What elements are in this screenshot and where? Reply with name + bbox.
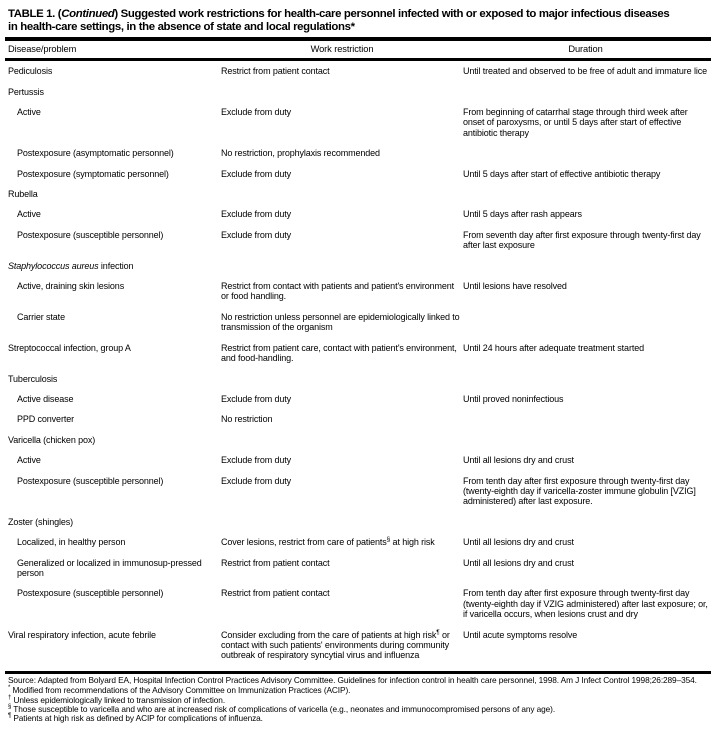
footnote (8, 714, 708, 723)
footnote-symbol: ¶ (8, 713, 12, 720)
disease-cell: Postexposure (susceptible personnel) (17, 475, 164, 486)
disease-cell: PPD converter (17, 414, 74, 425)
table-row (8, 537, 708, 547)
disease-cell: Staphylococcus aureus infection (8, 260, 134, 271)
duration-cell (463, 87, 708, 97)
duration-cell: Until 24 hours after adequate treatment started (463, 342, 644, 353)
duration-cell: Until all lesions dry and crust (463, 537, 574, 548)
disease-cell: Zoster (shingles) (8, 516, 73, 527)
table-title-line2: in health-care settings, in the absence of state and local regulations* (8, 20, 355, 33)
footnote-text: Modified from recommendations of the Advisory Committee on Immunization Practices (ACIP). (10, 685, 351, 696)
table-title-line1: TABLE 1. (Continued) Suggested work restrictions for health-care personnel infected with or exposed to major infectious diseases (8, 8, 670, 20)
column-header-disease: Disease/problem (8, 44, 77, 55)
disease-cell: Active (17, 455, 41, 466)
column-header-row (8, 41, 708, 58)
footnote-text: Unless epidemiologically linked to transmission of infection. (11, 694, 226, 705)
duration-cell (463, 148, 708, 158)
disease-cell: Generalized or localized in immunosup-pressed person (17, 557, 202, 578)
work-restriction-cell: Exclude from duty (221, 475, 291, 486)
disease-cell: Rubella (8, 189, 38, 200)
table-title (8, 8, 708, 33)
table-row (8, 394, 708, 404)
disease-cell: Varicella (chicken pox) (8, 434, 96, 445)
duration-cell (463, 435, 708, 445)
work-restriction-cell: Cover lesions, restrict from care of patients§ at high risk (221, 536, 435, 548)
column-header-duration: Duration (568, 44, 603, 55)
duration-cell: Until 5 days after start of effective antibiotic therapy (463, 168, 661, 179)
duration-cell (463, 261, 708, 271)
table-row-group-header (8, 435, 708, 445)
duration-cell: Until acute symptoms resolve (463, 629, 578, 640)
duration-cell: From beginning of catarrhal stage through third week after onset of paroxysms, or until 5 days after start of effective antibiotic therapy (463, 107, 688, 138)
disease-cell: Streptococcal infection, group A (8, 342, 131, 353)
work-restriction-cell (221, 261, 461, 271)
duration-cell (463, 189, 708, 199)
disease-cell: Active (17, 209, 41, 220)
footnotes-list (8, 686, 708, 723)
work-restriction-cell: Consider excluding from the care of patients at high risk¶ or contact with such patients' environments during community outbreak of respiratory syncytial virus and influenza (221, 628, 450, 661)
table-row (8, 476, 708, 507)
disease-cell: Postexposure (asymptomatic personnel) (17, 148, 174, 159)
table-row (8, 414, 708, 424)
work-restriction-cell: Exclude from duty (221, 168, 291, 179)
work-restriction-cell (221, 189, 461, 199)
disease-cell: Viral respiratory infection, acute febrile (8, 629, 156, 640)
footnote-symbol: § (8, 704, 12, 711)
column-header-restriction: Work restriction (310, 44, 374, 55)
disease-cell: Tuberculosis (8, 373, 58, 384)
disease-cell: Pediculosis (8, 66, 53, 77)
work-restriction-cell (221, 87, 461, 97)
footnote-text: Those susceptible to varicella and who are at increased risk of complications of varicella (e.g., neonates and immunocompromised persons of any age). (11, 703, 556, 714)
duration-cell (463, 414, 708, 424)
footnote-text: Patients at high risk as defined by ACIP for complications of influenza. (11, 713, 263, 724)
work-restriction-cell: Exclude from duty (221, 455, 291, 466)
table-row (8, 169, 708, 179)
table-row (8, 630, 708, 661)
work-restriction-cell: Exclude from duty (221, 229, 291, 240)
work-restriction-cell: Exclude from duty (221, 107, 291, 117)
table-row (8, 588, 708, 619)
table-row-group-header (8, 189, 708, 199)
work-restriction-cell (221, 517, 461, 527)
work-restriction-cell: Restrict from patient care, contact with patient's environment, and food-handling. (221, 342, 457, 364)
source-note: Source: Adapted from Bolyard EA, Hospital Infection Control Practices Advisory Committee. Guidelines for infection control in health care personnel, 1998. Am J Infect Control 1998;26:289–354. (8, 674, 697, 685)
duration-cell (463, 517, 708, 527)
disease-cell: Postexposure (symptomatic personnel) (17, 168, 169, 179)
disease-cell: Active disease (17, 393, 74, 404)
footnote-symbol: † (8, 694, 12, 701)
duration-cell: From tenth day after first exposure through twenty-first day (twenty-eighth day if varicella-zoster immune globulin [VZIG] administered) after last exposure. (463, 475, 696, 507)
duration-cell: From tenth day after first exposure through twenty-first day (twenty-eighth day if VZIG administered) after last exposure; or, if varicella occurs, when lesions crust and dry (463, 588, 708, 620)
disease-cell: Carrier state (17, 311, 65, 322)
disease-cell: Pertussis (8, 86, 44, 97)
work-restriction-cell: No restriction, prophylaxis recommended (221, 148, 380, 159)
table-footer (8, 674, 708, 723)
table-row-group-header (8, 261, 708, 271)
table-row (8, 455, 708, 465)
work-restriction-cell: Restrict from patient contact (221, 557, 330, 568)
work-restriction-cell: Restrict from patient contact (221, 588, 330, 599)
duration-cell: Until all lesions dry and crust (463, 455, 574, 466)
duration-cell: Until all lesions dry and crust (463, 557, 574, 568)
duration-cell: From seventh day after first exposure through twenty-first day after last exposure (463, 229, 701, 251)
work-restriction-cell (221, 374, 461, 384)
table-row-group-header (8, 517, 708, 527)
work-restriction-cell: Restrict from contact with patients and patient's environment or food handling. (221, 281, 455, 302)
work-restriction-cell (221, 435, 461, 445)
table-row (8, 66, 708, 76)
work-restriction-cell: No restriction unless personnel are epidemiologically linked to transmission of the organism (221, 311, 460, 333)
duration-cell: Until proved noninfectious (463, 393, 564, 404)
duration-cell (463, 374, 708, 384)
table-row (8, 343, 708, 364)
table-row (8, 209, 708, 219)
disease-cell: Localized, in healthy person (17, 537, 126, 548)
table-row (8, 558, 708, 579)
table-row (8, 107, 708, 138)
duration-cell: Until 5 days after rash appears (463, 209, 582, 220)
table-row (8, 148, 708, 158)
work-restriction-cell: Restrict from patient contact (221, 66, 330, 77)
table-body (8, 61, 708, 661)
footnote-symbol: * (8, 685, 11, 692)
work-restriction-cell: No restriction (221, 414, 273, 425)
duration-cell (463, 312, 708, 333)
duration-cell: Until treated and observed to be free of adult and immature lice (463, 66, 707, 77)
disease-cell: Active (17, 107, 41, 117)
work-restriction-cell: Exclude from duty (221, 209, 291, 220)
table-row (8, 281, 708, 302)
duration-cell: Until lesions have resolved (463, 281, 567, 292)
table-row-group-header (8, 374, 708, 384)
disease-cell: Postexposure (susceptible personnel) (17, 229, 164, 240)
disease-cell: Postexposure (susceptible personnel) (17, 588, 164, 599)
work-restriction-cell: Exclude from duty (221, 393, 291, 404)
table-row (8, 312, 708, 333)
disease-cell: Active, draining skin lesions (17, 281, 125, 292)
table-row (8, 230, 708, 251)
table-row-group-header (8, 87, 708, 97)
